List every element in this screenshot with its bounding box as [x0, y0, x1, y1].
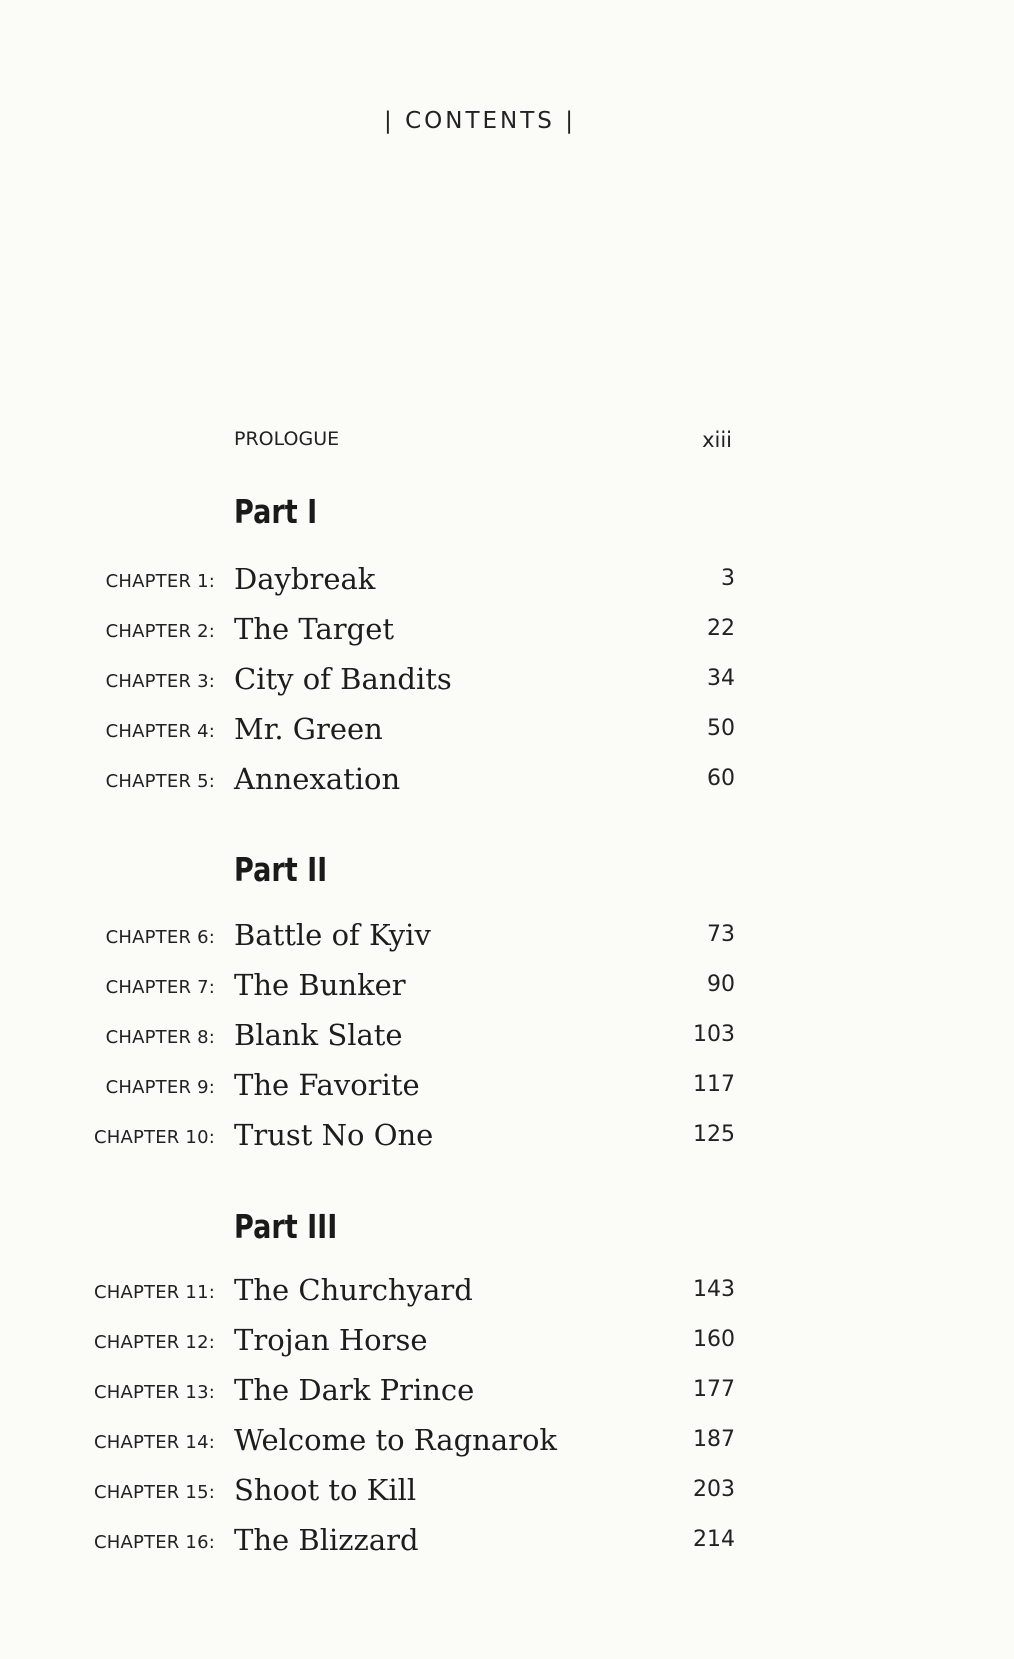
- chapter-row[interactable]: [0, 1473, 960, 1513]
- chapter-row[interactable]: [0, 968, 960, 1008]
- chapter-page-number: 203: [693, 1477, 735, 1502]
- chapter-title: Trojan Horse: [234, 1323, 428, 1357]
- chapter-label: CHAPTER 11:: [93, 1282, 215, 1303]
- chapter-row[interactable]: [0, 1523, 960, 1563]
- chapter-row[interactable]: [0, 1018, 960, 1058]
- chapter-page-number: 125: [693, 1122, 735, 1147]
- prologue-page-number: xiii: [702, 428, 732, 452]
- chapter-page-number: 214: [693, 1527, 735, 1552]
- chapter-title: Annexation: [234, 762, 401, 796]
- chapter-label: CHAPTER 14:: [93, 1432, 215, 1453]
- chapter-label: CHAPTER 10:: [93, 1127, 215, 1148]
- chapter-title: Battle of Kyiv: [234, 918, 431, 952]
- chapter-row[interactable]: [0, 1323, 960, 1363]
- chapter-row[interactable]: [0, 1068, 960, 1108]
- chapter-row[interactable]: [0, 612, 960, 652]
- chapter-page-number: 22: [707, 616, 735, 641]
- chapter-title: The Bunker: [234, 968, 406, 1002]
- chapter-page-number: 117: [693, 1072, 735, 1097]
- chapter-label: CHAPTER 1:: [105, 571, 215, 592]
- chapter-row[interactable]: [0, 562, 960, 602]
- chapter-title: Blank Slate: [234, 1018, 403, 1052]
- chapter-title: Daybreak: [234, 562, 376, 596]
- prologue-label: PROLOGUE: [234, 428, 340, 450]
- chapter-title: The Favorite: [234, 1068, 420, 1102]
- chapter-label: CHAPTER 9:: [105, 1077, 215, 1098]
- chapter-title: Welcome to Ragnarok: [234, 1423, 558, 1457]
- chapter-label: CHAPTER 3:: [105, 671, 215, 692]
- chapter-title: Trust No One: [234, 1118, 434, 1152]
- chapter-label: CHAPTER 6:: [105, 927, 215, 948]
- chapter-page-number: 34: [707, 666, 735, 691]
- chapter-label: CHAPTER 15:: [93, 1482, 215, 1503]
- chapter-row[interactable]: [0, 1373, 960, 1413]
- chapter-label: CHAPTER 8:: [105, 1027, 215, 1048]
- chapter-label: CHAPTER 16:: [93, 1532, 215, 1553]
- chapter-page-number: 50: [707, 716, 735, 741]
- chapter-title: Shoot to Kill: [234, 1473, 417, 1507]
- chapter-row[interactable]: [0, 1118, 960, 1158]
- chapter-row[interactable]: [0, 712, 960, 752]
- chapter-page-number: 187: [693, 1427, 735, 1452]
- chapter-row[interactable]: [0, 918, 960, 958]
- chapter-label: CHAPTER 12:: [93, 1332, 215, 1353]
- chapter-label: CHAPTER 7:: [105, 977, 215, 998]
- part-title: Part II: [234, 850, 328, 889]
- chapter-page-number: 60: [707, 766, 735, 791]
- chapter-row[interactable]: [0, 1423, 960, 1463]
- chapter-page-number: 143: [693, 1277, 735, 1302]
- chapter-page-number: 3: [721, 566, 735, 591]
- page-title: | CONTENTS |: [384, 108, 576, 134]
- chapter-label: CHAPTER 2:: [105, 621, 215, 642]
- chapter-page-number: 90: [707, 972, 735, 997]
- chapter-label: CHAPTER 4:: [105, 721, 215, 742]
- chapter-title: The Blizzard: [234, 1523, 419, 1557]
- chapter-title: The Dark Prince: [234, 1373, 475, 1407]
- chapter-title: The Target: [234, 612, 395, 646]
- chapter-title: The Churchyard: [234, 1273, 473, 1307]
- chapter-title: Mr. Green: [234, 712, 383, 746]
- chapter-label: CHAPTER 13:: [93, 1382, 215, 1403]
- chapter-page-number: 103: [693, 1022, 735, 1047]
- chapter-page-number: 160: [693, 1327, 735, 1352]
- chapter-row[interactable]: [0, 762, 960, 802]
- chapter-page-number: 73: [707, 922, 735, 947]
- chapter-row[interactable]: [0, 662, 960, 702]
- chapter-row[interactable]: [0, 1273, 960, 1313]
- part-title: Part I: [234, 492, 318, 531]
- chapter-label: CHAPTER 5:: [105, 771, 215, 792]
- chapter-page-number: 177: [693, 1377, 735, 1402]
- part-title: Part III: [234, 1207, 338, 1246]
- chapter-title: City of Bandits: [234, 662, 452, 696]
